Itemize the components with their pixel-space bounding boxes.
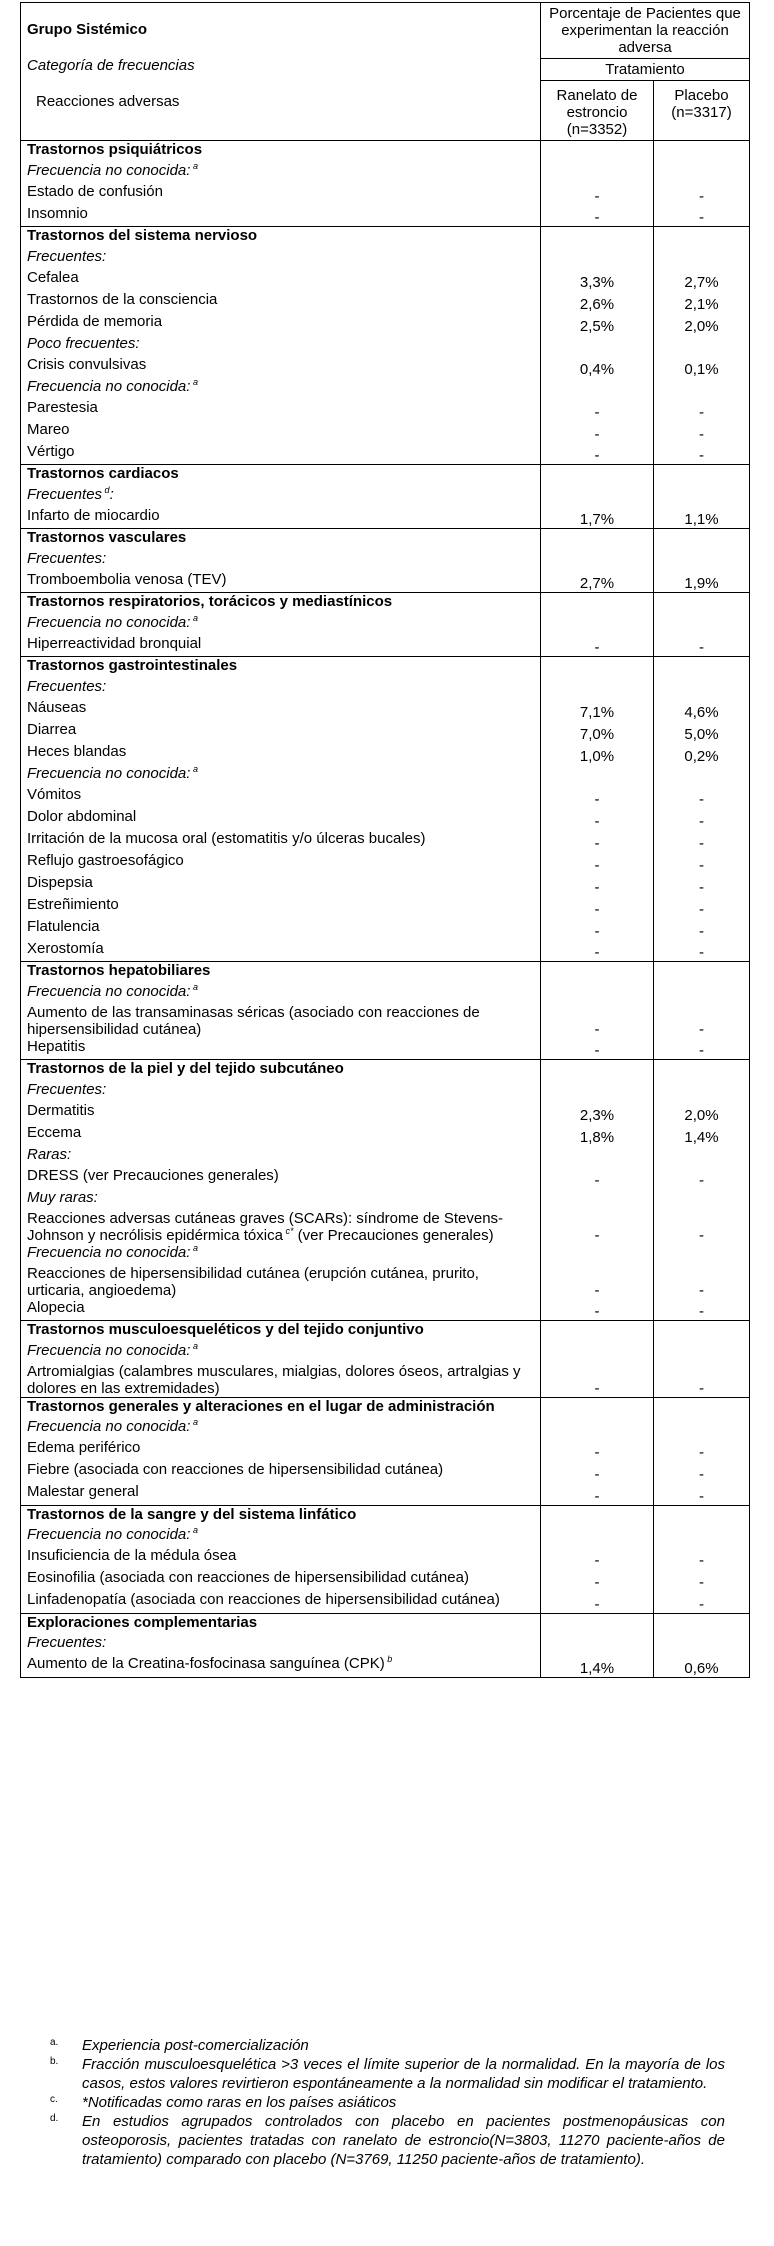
frequency-label: Frecuentes:	[21, 248, 541, 269]
ranelato-value: -	[541, 635, 654, 657]
table-row	[21, 1124, 750, 1146]
table-row	[21, 205, 750, 227]
placebo-value	[654, 1081, 750, 1102]
ranelato-value	[541, 593, 654, 614]
placebo-value	[654, 1397, 750, 1418]
frequency-label: Frecuentes:	[21, 678, 541, 699]
reaction-label: Estreñimiento	[21, 896, 541, 918]
reaction-label: Pérdida de memoria	[21, 313, 541, 335]
frequency-row	[21, 1189, 750, 1210]
section-row	[21, 593, 750, 614]
footnote-mark: b.	[50, 2056, 59, 2067]
placebo-value: -	[654, 1004, 750, 1038]
ranelato-value	[541, 1342, 654, 1363]
ranelato-value	[541, 962, 654, 983]
placebo-value	[654, 765, 750, 786]
frequency-label: Frecuencia no conocida: $^a$	[21, 1244, 541, 1265]
frequency-label: Frecuentes $^d$:	[21, 486, 541, 507]
placebo-value: 0,6%	[654, 1655, 750, 1677]
table-row	[21, 399, 750, 421]
table-row	[21, 874, 750, 896]
frequency-row	[21, 1081, 750, 1102]
table-row	[21, 1439, 750, 1461]
reaction-label: Reflujo gastroesofágico	[21, 852, 541, 874]
ranelato-value: -	[541, 1547, 654, 1569]
placebo-value: 2,1%	[654, 291, 750, 313]
ranelato-value	[541, 550, 654, 571]
placebo-value: -	[654, 918, 750, 940]
ranelato-value	[541, 486, 654, 507]
placebo-value: -	[654, 1038, 750, 1060]
table-row	[21, 183, 750, 205]
table-row	[21, 1461, 750, 1483]
table-row	[21, 1655, 750, 1677]
header-tratamiento: Tratamiento	[541, 59, 750, 81]
reaction-label: Hiperreactividad bronquial	[21, 635, 541, 657]
placebo-value	[654, 983, 750, 1004]
ranelato-value	[541, 1526, 654, 1547]
ranelato-value: 7,0%	[541, 721, 654, 743]
ranelato-value	[541, 1613, 654, 1634]
table-row	[21, 507, 750, 529]
ranelato-value: -	[541, 1265, 654, 1299]
frequency-label: Frecuencia no conocida: $^a$	[21, 1342, 541, 1363]
placebo-value: -	[654, 443, 750, 465]
reaction-label: Trastornos de la consciencia	[21, 291, 541, 313]
ranelato-value: 1,0%	[541, 743, 654, 765]
ranelato-value: 7,1%	[541, 699, 654, 721]
header-col-placebo: Placebo (n=3317)	[654, 81, 750, 141]
ranelato-value: -	[541, 1483, 654, 1505]
section-title: Trastornos de la piel y del tejido subcutáneo	[21, 1060, 541, 1081]
table-row	[21, 1004, 750, 1038]
ranelato-value: -	[541, 1299, 654, 1321]
frequency-label: Frecuencia no conocida: $^a$	[21, 162, 541, 183]
ranelato-value: -	[541, 786, 654, 808]
footnote-text: En estudios agrupados controlados con placebo en pacientes postmenopáusicas con osteoporosis, pacientes tratadas con ranelato de estroncio(N=3803, 11270 paciente-años de tratamiento) comparado con placebo (N=3769, 11250 paciente-años de tratamiento).	[82, 2113, 725, 2168]
reaction-label: Malestar general	[21, 1483, 541, 1505]
ranelato-value: -	[541, 205, 654, 227]
ranelato-value	[541, 657, 654, 678]
table-row	[21, 635, 750, 657]
frequency-row	[21, 1634, 750, 1655]
placebo-value: -	[654, 852, 750, 874]
section-title: Trastornos vasculares	[21, 529, 541, 550]
frequency-row	[21, 335, 750, 356]
ranelato-value: -	[541, 1004, 654, 1038]
frequency-row	[21, 678, 750, 699]
table-row	[21, 313, 750, 335]
section-row	[21, 529, 750, 550]
section-row	[21, 227, 750, 248]
footnote-mark: d.	[50, 2113, 59, 2124]
ranelato-value	[541, 983, 654, 1004]
ranelato-value	[541, 1321, 654, 1342]
table-row	[21, 721, 750, 743]
reaction-label: Hepatitis	[21, 1038, 541, 1060]
frequency-row	[21, 550, 750, 571]
table-row	[21, 1299, 750, 1321]
ranelato-value	[541, 1397, 654, 1418]
placebo-value	[654, 1146, 750, 1167]
table-row	[21, 571, 750, 593]
ranelato-value: -	[541, 1167, 654, 1189]
placebo-value: -	[654, 940, 750, 962]
ranelato-value: -	[541, 874, 654, 896]
section-title: Exploraciones complementarias	[21, 1613, 541, 1634]
ranelato-value: -	[541, 399, 654, 421]
table-row	[21, 940, 750, 962]
placebo-value	[654, 378, 750, 399]
placebo-value: -	[654, 1591, 750, 1613]
footnote-text: *Notificadas como raras en los países asiáticos	[82, 2094, 397, 2111]
header-col-ranelato: Ranelato de estroncio (n=3352)	[541, 81, 654, 141]
reaction-label: Fiebre (asociada con reacciones de hipersensibilidad cutánea)	[21, 1461, 541, 1483]
frequency-row	[21, 1244, 750, 1265]
table-row	[21, 1102, 750, 1124]
section-title: Trastornos respiratorios, torácicos y mediastínicos	[21, 593, 541, 614]
placebo-value	[654, 550, 750, 571]
section-row	[21, 1397, 750, 1418]
table-row	[21, 421, 750, 443]
ranelato-value: -	[541, 940, 654, 962]
frequency-row	[21, 983, 750, 1004]
ranelato-value: 2,3%	[541, 1102, 654, 1124]
placebo-value: -	[654, 399, 750, 421]
frequency-row	[21, 614, 750, 635]
ranelato-value: 2,7%	[541, 571, 654, 593]
ranelato-value	[541, 162, 654, 183]
ranelato-value: -	[541, 918, 654, 940]
placebo-value: -	[654, 1210, 750, 1244]
placebo-value: 1,9%	[654, 571, 750, 593]
reaction-label: Parestesia	[21, 399, 541, 421]
ranelato-value	[541, 1146, 654, 1167]
header-reacciones: Reacciones adversas	[36, 93, 180, 110]
placebo-value	[654, 1321, 750, 1342]
frequency-label: Frecuencia no conocida: $^a$	[21, 1526, 541, 1547]
placebo-value	[654, 1342, 750, 1363]
ranelato-value	[541, 1505, 654, 1526]
placebo-value: 0,1%	[654, 356, 750, 378]
ranelato-value	[541, 1081, 654, 1102]
placebo-value: -	[654, 183, 750, 205]
ranelato-value	[541, 465, 654, 486]
header-categoria: Categoría de frecuencias	[27, 57, 195, 74]
reaction-label: Mareo	[21, 421, 541, 443]
section-row	[21, 141, 750, 162]
ranelato-value: -	[541, 1038, 654, 1060]
table-row	[21, 699, 750, 721]
ranelato-value: -	[541, 852, 654, 874]
table-row	[21, 786, 750, 808]
table-row	[21, 743, 750, 765]
section-title: Trastornos psiquiátricos	[21, 141, 541, 162]
reaction-label: Cefalea	[21, 269, 541, 291]
frequency-label: Frecuentes:	[21, 1634, 541, 1655]
section-title: Trastornos cardiacos	[21, 465, 541, 486]
section-row	[21, 962, 750, 983]
frequency-row	[21, 378, 750, 399]
placebo-value: -	[654, 1299, 750, 1321]
table-row	[21, 830, 750, 852]
placebo-value	[654, 1526, 750, 1547]
placebo-value	[654, 657, 750, 678]
placebo-value: -	[654, 1483, 750, 1505]
section-title: Trastornos del sistema nervioso	[21, 227, 541, 248]
table-row	[21, 1591, 750, 1613]
reaction-label: Edema periférico	[21, 1439, 541, 1461]
placebo-value	[654, 1634, 750, 1655]
table-row	[21, 808, 750, 830]
placebo-value: -	[654, 830, 750, 852]
reaction-label: DRESS (ver Precauciones generales)	[21, 1167, 541, 1189]
header-grupo: Grupo Sistémico	[27, 21, 148, 38]
reaction-label: Tromboembolia venosa (TEV)	[21, 571, 541, 593]
placebo-value: -	[654, 808, 750, 830]
ranelato-value	[541, 1634, 654, 1655]
ranelato-value: -	[541, 808, 654, 830]
reaction-label: Crisis convulsivas	[21, 356, 541, 378]
ranelato-value	[541, 529, 654, 550]
footnotes	[50, 2036, 725, 2169]
ranelato-value	[541, 678, 654, 699]
frequency-label: Frecuencia no conocida: $^a$	[21, 378, 541, 399]
ranelato-value: 1,4%	[541, 1655, 654, 1677]
placebo-value	[654, 678, 750, 699]
footnote-item	[50, 2055, 725, 2093]
ranelato-value: 3,3%	[541, 269, 654, 291]
placebo-value	[654, 593, 750, 614]
placebo-value	[654, 1505, 750, 1526]
reaction-label: Infarto de miocardio	[21, 507, 541, 529]
frequency-label: Frecuentes:	[21, 1081, 541, 1102]
placebo-value	[654, 486, 750, 507]
section-row	[21, 1505, 750, 1526]
reaction-label: Vómitos	[21, 786, 541, 808]
placebo-value: -	[654, 1547, 750, 1569]
reaction-label: Eccema	[21, 1124, 541, 1146]
placebo-value	[654, 614, 750, 635]
section-title: Trastornos generales y alteraciones en el lugar de administración	[21, 1397, 541, 1418]
footnote-mark: a.	[50, 2037, 59, 2048]
section-row	[21, 1613, 750, 1634]
frequency-label: Frecuentes:	[21, 550, 541, 571]
ranelato-value: -	[541, 1210, 654, 1244]
placebo-value: -	[654, 205, 750, 227]
placebo-value	[654, 529, 750, 550]
placebo-value: 2,7%	[654, 269, 750, 291]
reaction-label: Dolor abdominal	[21, 808, 541, 830]
ranelato-value: -	[541, 183, 654, 205]
footnote-text: Fracción musculoesquelética >3 veces el límite superior de la normalidad. En la mayoría de los casos, estos valores revirtieron espontáneamente a la normalidad sin modificar el tratamiento.	[82, 2056, 725, 2092]
ranelato-value	[541, 1189, 654, 1210]
placebo-value	[654, 227, 750, 248]
ranelato-value	[541, 765, 654, 786]
placebo-value	[654, 335, 750, 356]
table-row	[21, 1569, 750, 1591]
frequency-label: Frecuencia no conocida: $^a$	[21, 765, 541, 786]
reaction-label: Irritación de la mucosa oral (estomatitis y/o úlceras bucales)	[21, 830, 541, 852]
ranelato-value: 2,6%	[541, 291, 654, 313]
ranelato-value	[541, 378, 654, 399]
frequency-row	[21, 162, 750, 183]
footnote-item	[50, 2036, 725, 2055]
placebo-value: -	[654, 1439, 750, 1461]
placebo-value: 1,1%	[654, 507, 750, 529]
table-row	[21, 1363, 750, 1398]
frequency-row	[21, 248, 750, 269]
reaction-label: Aumento de la Creatina-fosfocinasa sanguínea (CPK) $^b$	[21, 1655, 541, 1677]
reaction-label: Reacciones adversas cutáneas graves (SCARs): síndrome de Stevens-Johnson y necrólisis epidérmica tóxica $^{c*}$ (ver Precauciones generales)	[21, 1210, 541, 1244]
frequency-label: Frecuencia no conocida: $^a$	[21, 1418, 541, 1439]
table-row	[21, 291, 750, 313]
ranelato-value: -	[541, 1591, 654, 1613]
reaction-label: Náuseas	[21, 699, 541, 721]
footnote-item	[50, 2112, 725, 2169]
table-row	[21, 269, 750, 291]
ranelato-value: 2,5%	[541, 313, 654, 335]
reaction-label: Reacciones de hipersensibilidad cutánea (erupción cutánea, prurito, urticaria, angioedema)	[21, 1265, 541, 1299]
frequency-row	[21, 1526, 750, 1547]
placebo-value: 2,0%	[654, 313, 750, 335]
table-row	[21, 918, 750, 940]
ranelato-value	[541, 1418, 654, 1439]
reaction-label: Alopecia	[21, 1299, 541, 1321]
reaction-label: Vértigo	[21, 443, 541, 465]
adverse-reactions-table	[20, 2, 750, 1678]
reaction-label: Flatulencia	[21, 918, 541, 940]
header-porcentaje: Porcentaje de Pacientes que experimentan la reacción adversa	[541, 3, 750, 59]
reaction-label: Heces blandas	[21, 743, 541, 765]
frequency-label: Raras:	[21, 1146, 541, 1167]
footnote-text: Experiencia post-comercialización	[82, 2037, 309, 2054]
ranelato-value	[541, 248, 654, 269]
section-title: Trastornos gastrointestinales	[21, 657, 541, 678]
reaction-label: Dispepsia	[21, 874, 541, 896]
footnote-item	[50, 2093, 725, 2112]
frequency-label: Muy raras:	[21, 1189, 541, 1210]
ranelato-value: -	[541, 421, 654, 443]
table-row	[21, 1167, 750, 1189]
placebo-value	[654, 1613, 750, 1634]
reaction-label: Linfadenopatía (asociada con reacciones de hipersensibilidad cutánea)	[21, 1591, 541, 1613]
placebo-value: -	[654, 1461, 750, 1483]
placebo-value: -	[654, 1167, 750, 1189]
section-row	[21, 1321, 750, 1342]
reaction-label: Diarrea	[21, 721, 541, 743]
table-row	[21, 896, 750, 918]
reaction-label: Dermatitis	[21, 1102, 541, 1124]
ranelato-value	[541, 614, 654, 635]
ranelato-value	[541, 1060, 654, 1081]
ranelato-value	[541, 141, 654, 162]
frequency-row	[21, 486, 750, 507]
placebo-value	[654, 1060, 750, 1081]
table-row	[21, 1547, 750, 1569]
ranelato-value: 1,7%	[541, 507, 654, 529]
ranelato-value	[541, 1244, 654, 1265]
placebo-value: 5,0%	[654, 721, 750, 743]
placebo-value	[654, 962, 750, 983]
frequency-row	[21, 1342, 750, 1363]
section-row	[21, 465, 750, 486]
placebo-value: -	[654, 635, 750, 657]
placebo-value: -	[654, 874, 750, 896]
reaction-label: Insomnio	[21, 205, 541, 227]
table-row	[21, 443, 750, 465]
placebo-value	[654, 1418, 750, 1439]
placebo-value: -	[654, 896, 750, 918]
placebo-value: -	[654, 1363, 750, 1398]
section-row	[21, 1060, 750, 1081]
frequency-row	[21, 1146, 750, 1167]
placebo-value	[654, 162, 750, 183]
section-title: Trastornos hepatobiliares	[21, 962, 541, 983]
placebo-value: 4,6%	[654, 699, 750, 721]
placebo-value: -	[654, 786, 750, 808]
placebo-value: 0,2%	[654, 743, 750, 765]
placebo-value: -	[654, 421, 750, 443]
frequency-row	[21, 765, 750, 786]
reaction-label: Xerostomía	[21, 940, 541, 962]
ranelato-value	[541, 227, 654, 248]
placebo-value	[654, 248, 750, 269]
ranelato-value: 0,4%	[541, 356, 654, 378]
table-row	[21, 356, 750, 378]
ranelato-value: -	[541, 830, 654, 852]
footnote-mark: c.	[50, 2094, 58, 2105]
placebo-value: -	[654, 1265, 750, 1299]
placebo-value: 1,4%	[654, 1124, 750, 1146]
section-row	[21, 657, 750, 678]
placebo-value	[654, 1244, 750, 1265]
ranelato-value: -	[541, 896, 654, 918]
reaction-label: Estado de confusión	[21, 183, 541, 205]
ranelato-value: -	[541, 1461, 654, 1483]
frequency-label: Poco frecuentes:	[21, 335, 541, 356]
table-row	[21, 1265, 750, 1299]
frequency-label: Frecuencia no conocida: $^a$	[21, 614, 541, 635]
ranelato-value: -	[541, 443, 654, 465]
section-title: Trastornos de la sangre y del sistema linfático	[21, 1505, 541, 1526]
reaction-label: Artromialgias (calambres musculares, mialgias, dolores óseos, artralgias y dolores en las extremidades)	[21, 1363, 541, 1398]
frequency-row	[21, 1418, 750, 1439]
table-row	[21, 1038, 750, 1060]
placebo-value	[654, 1189, 750, 1210]
placebo-value: -	[654, 1569, 750, 1591]
ranelato-value: -	[541, 1569, 654, 1591]
ranelato-value	[541, 335, 654, 356]
table-row	[21, 1483, 750, 1505]
reaction-label: Aumento de las transaminasas séricas (asociado con reacciones de hipersensibilidad cutánea)	[21, 1004, 541, 1038]
reaction-label: Insuficiencia de la médula ósea	[21, 1547, 541, 1569]
placebo-value	[654, 465, 750, 486]
table-row	[21, 1210, 750, 1244]
placebo-value	[654, 141, 750, 162]
ranelato-value: -	[541, 1439, 654, 1461]
table-row	[21, 852, 750, 874]
placebo-value: 2,0%	[654, 1102, 750, 1124]
frequency-label: Frecuencia no conocida: $^a$	[21, 983, 541, 1004]
section-title: Trastornos musculoesqueléticos y del tejido conjuntivo	[21, 1321, 541, 1342]
ranelato-value: 1,8%	[541, 1124, 654, 1146]
ranelato-value: -	[541, 1363, 654, 1398]
reaction-label: Eosinofilia (asociada con reacciones de hipersensibilidad cutánea)	[21, 1569, 541, 1591]
